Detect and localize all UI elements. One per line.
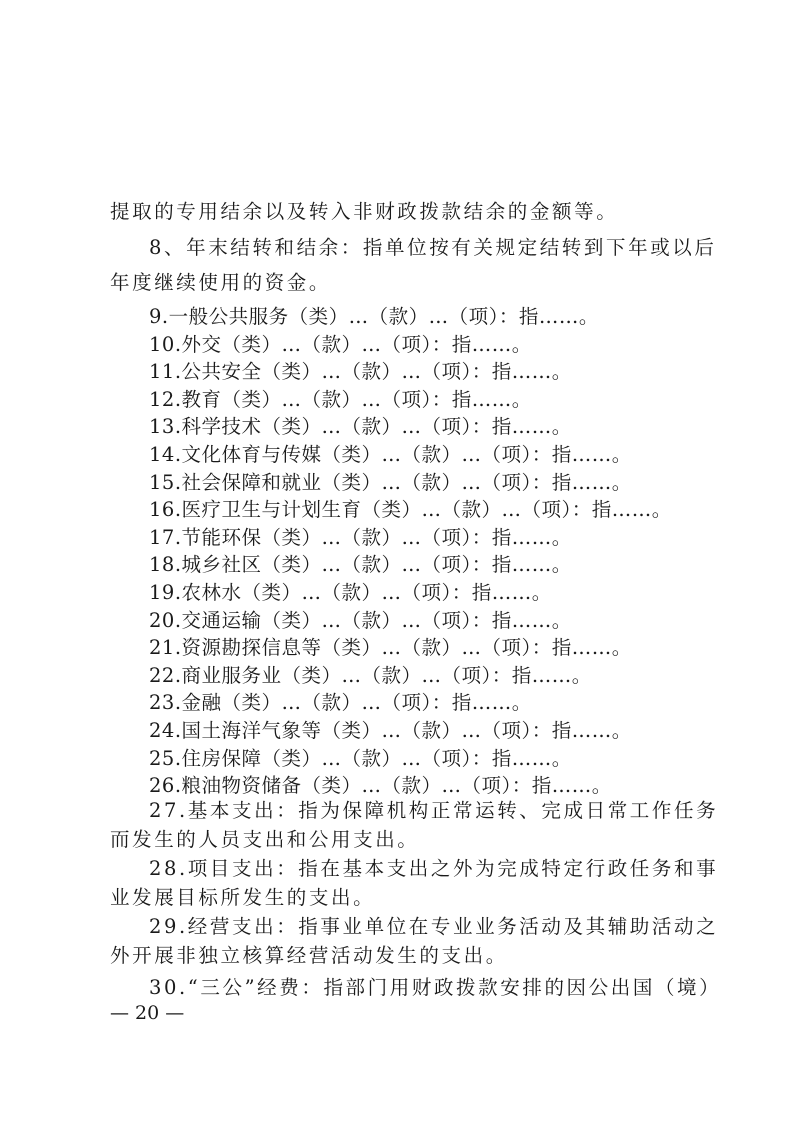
list-item: 26.粮油物资储备（类）…（款）…（项）：指……。 — [149, 774, 612, 798]
paragraph-27-line-1: 27.基本支出：指为保障机构正常运转、完成日常工作任务 — [149, 799, 719, 822]
paragraph-28-line-2: 业发展目标所发生的支出。 — [110, 886, 376, 909]
list-item: 14.文化体育与传媒（类）…（款）…（项）：指……。 — [149, 443, 632, 466]
paragraph-29-line-2: 外开展非独立核算经营活动发生的支出。 — [110, 944, 508, 967]
page-number: — 20 — — [110, 1002, 185, 1024]
list-item: 13.科学技术（类）…（款）…（项）：指……。 — [149, 415, 572, 439]
list-item: 19.农林水（类）…（款）…（项）：指……。 — [149, 581, 552, 604]
list-item: 20.交通运输（类）…（款）…（项）：指……。 — [149, 608, 572, 632]
list-item: 11.公共安全（类）…（款）…（项）：指……。 — [149, 360, 572, 384]
paragraph-28-line-1: 28.项目支出：指在基本支出之外为完成特定行政任务和事 — [149, 857, 719, 880]
list-item: 12.教育（类）…（款）…（项）：指……。 — [149, 387, 532, 411]
list-item: 18.城乡社区（类）…（款）…（项）：指……。 — [149, 553, 572, 577]
list-item: 21.资源勘探信息等（类）…（款）…（项）：指……。 — [149, 636, 632, 660]
list-item: 17.节能环保（类）…（款）…（项）：指……。 — [149, 525, 572, 549]
list-item: 15.社会保障和就业（类）…（款）…（项）：指……。 — [149, 470, 632, 494]
paragraph-8-line-2: 年度继续使用的资金。 — [110, 271, 332, 294]
list-item: 23.金融（类）…（款）…（项）：指……。 — [149, 691, 532, 715]
paragraph-8-line-1: 8、年末结转和结余：指单位按有关规定结转到下年或以后 — [149, 236, 717, 259]
paragraph-30-line-1: 30.“三公”经费：指部门用财政拨款安排的因公出国（境） — [149, 976, 722, 999]
paragraph-27-line-2: 而发生的人员支出和公用支出。 — [110, 828, 420, 851]
paragraph-continuation: 提取的专用结余以及转入非财政拨款结余的金额等。 — [110, 200, 619, 223]
list-item: 10.外交（类）…（款）…（项）：指……。 — [149, 332, 532, 356]
list-item: 9.一般公共服务（类）…（款）…（项）：指……。 — [149, 305, 599, 328]
paragraph-29-line-1: 29.经营支出：指事业单位在专业业务活动及其辅助活动之 — [149, 915, 719, 938]
list-item: 16.医疗卫生与计划生育（类）…（款）…（项）：指……。 — [149, 498, 672, 522]
list-item: 25.住房保障（类）…（款）…（项）：指……。 — [149, 746, 572, 770]
list-item: 22.商业服务业（类）…（款）…（项）：指……。 — [149, 663, 592, 687]
list-item: 24.国土海洋气象等（类）…（款）…（项）：指……。 — [149, 719, 632, 742]
